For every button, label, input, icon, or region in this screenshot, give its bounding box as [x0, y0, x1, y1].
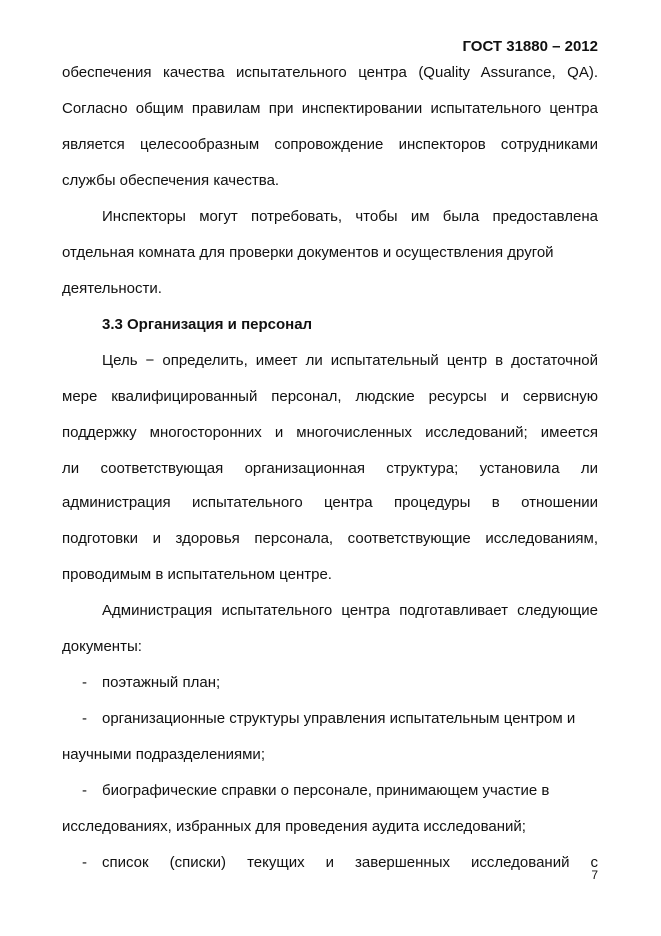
- text-line: поддержку многосторонних и многочисленных исследований; имеется: [62, 424, 598, 441]
- text-line: деятельности.: [62, 280, 162, 297]
- text-line: Администрация испытательного центра подготавливает следующие: [102, 602, 598, 619]
- text-line: проводимым в испытательном центре.: [62, 566, 332, 583]
- text-line: обеспечения качества испытательного центра (Quality Assurance, QA).: [62, 64, 598, 81]
- list-item: организационные структуры управления испытательным центром и: [102, 710, 576, 727]
- text-line: Инспекторы могут потребовать, чтобы им была предоставлена: [102, 208, 598, 225]
- bullet-marker: -: [82, 710, 87, 727]
- list-item: биографические справки о персонале, принимающем участие в: [102, 782, 550, 799]
- section-heading: 3.3 Организация и персонал: [102, 316, 313, 333]
- page-number: 7: [591, 868, 598, 882]
- document-header: ГОСТ 31880 – 2012: [462, 38, 598, 55]
- text-line: отдельная комната для проверки документов и осуществления другой: [62, 244, 554, 261]
- list-item: список (списки) текущих и завершенных исследований с: [102, 854, 598, 871]
- bullet-marker: -: [82, 674, 87, 691]
- list-item: поэтажный план;: [102, 674, 221, 691]
- text-line: документы:: [62, 638, 142, 655]
- bullet-marker: -: [82, 854, 87, 871]
- text-line: ли соответствующая организационная структура; установила ли: [62, 460, 598, 477]
- text-line: мере квалифицированный персонал, людские ресурсы и сервисную: [62, 388, 598, 405]
- bullet-marker: -: [82, 782, 87, 799]
- list-item-continuation: исследованиях, избранных для проведения аудита исследований;: [62, 818, 526, 835]
- text-line: Согласно общим правилам при инспектировании испытательного центра: [62, 100, 598, 117]
- list-item-continuation: научными подразделениями;: [62, 746, 265, 763]
- text-line: службы обеспечения качества.: [62, 172, 280, 189]
- text-line: администрация испытательного центра процедуры в отношении: [62, 494, 598, 511]
- text-line: Цель − определить, имеет ли испытательный центр в достаточной: [102, 352, 598, 369]
- text-line: является целесообразным сопровождение инспекторов сотрудниками: [62, 136, 598, 153]
- text-line: подготовки и здоровья персонала, соответствующие исследованиям,: [62, 530, 598, 547]
